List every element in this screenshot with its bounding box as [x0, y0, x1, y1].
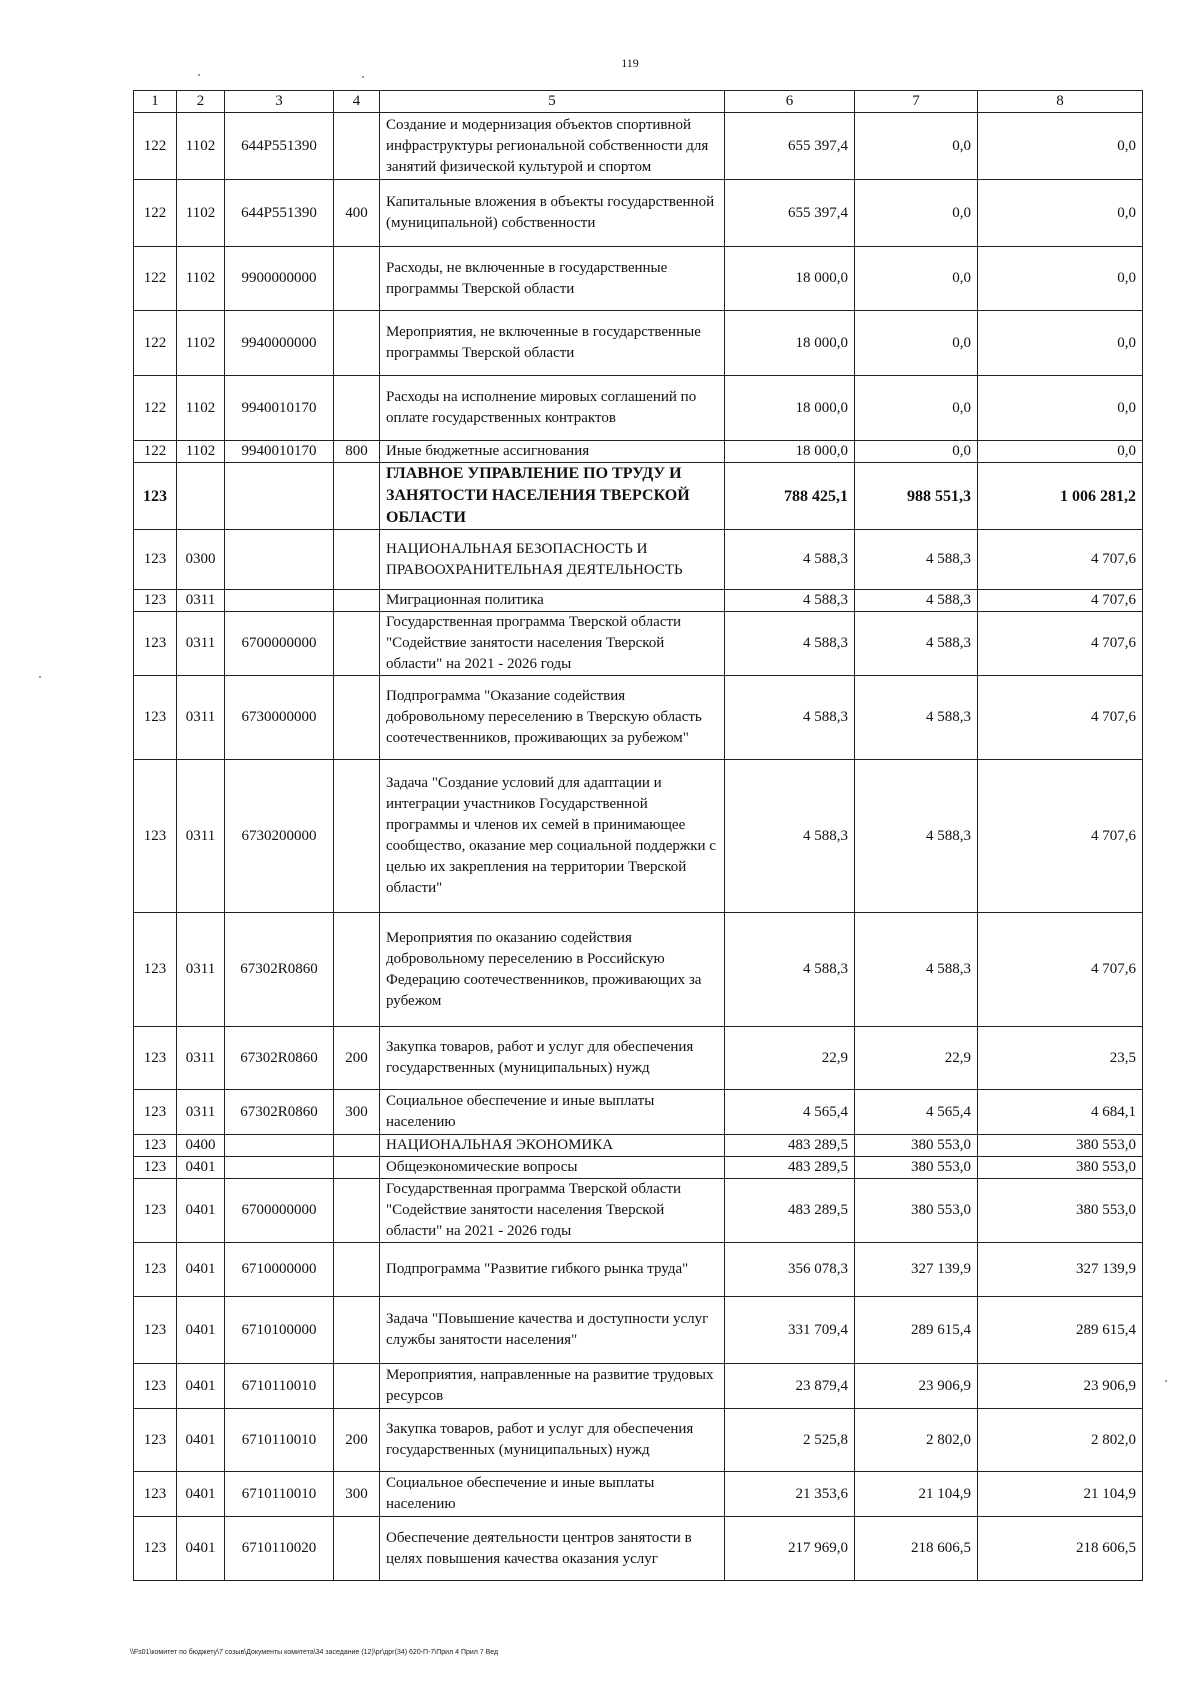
cell-c1: 123 — [134, 1472, 177, 1517]
cell-c8: 327 139,9 — [978, 1243, 1143, 1297]
column-header: 2 — [177, 91, 225, 113]
cell-c7: 380 553,0 — [855, 1179, 978, 1243]
cell-c2: 0311 — [177, 1027, 225, 1090]
scan-speck — [198, 74, 200, 76]
cell-c6: 483 289,5 — [725, 1157, 855, 1179]
page-number: 119 — [621, 56, 639, 70]
cell-c8: 380 553,0 — [978, 1135, 1143, 1157]
table-row — [134, 311, 1143, 376]
cell-c5: ГЛАВНОЕ УПРАВЛЕНИЕ ПО ТРУДУ И ЗАНЯТОСТИ НАСЕЛЕНИЯ ТВЕРСКОЙ ОБЛАСТИ — [380, 463, 725, 530]
cell-c8: 380 553,0 — [978, 1179, 1143, 1243]
cell-c3: 6710110010 — [225, 1409, 334, 1472]
cell-c4 — [334, 676, 380, 760]
cell-c4 — [334, 1179, 380, 1243]
table-row — [134, 1517, 1143, 1581]
cell-c4 — [334, 760, 380, 913]
cell-c1: 123 — [134, 1243, 177, 1297]
cell-c6: 2 525,8 — [725, 1409, 855, 1472]
cell-c3: 6710110010 — [225, 1364, 334, 1409]
table-row — [134, 1090, 1143, 1135]
cell-c8: 1 006 281,2 — [978, 463, 1143, 530]
cell-c7: 0,0 — [855, 113, 978, 180]
cell-c5: Расходы на исполнение мировых соглашений по оплате государственных контрактов — [380, 376, 725, 441]
cell-c5: Государственная программа Тверской области "Содействие занятости населения Тверской области" на 2021 - 2026 годы — [380, 612, 725, 676]
cell-c3: 6710110020 — [225, 1517, 334, 1581]
cell-c3: 67302R0860 — [225, 1027, 334, 1090]
cell-c1: 123 — [134, 1179, 177, 1243]
cell-c5: Капитальные вложения в объекты государственной (муниципальной) собственности — [380, 180, 725, 247]
cell-c2: 0311 — [177, 760, 225, 913]
cell-c4: 300 — [334, 1472, 380, 1517]
cell-c6: 18 000,0 — [725, 247, 855, 311]
cell-c3: 6710100000 — [225, 1297, 334, 1364]
cell-c6: 788 425,1 — [725, 463, 855, 530]
cell-c6: 4 588,3 — [725, 676, 855, 760]
cell-c1: 122 — [134, 376, 177, 441]
table-row — [134, 1027, 1143, 1090]
cell-c4 — [334, 1135, 380, 1157]
cell-c3: 6700000000 — [225, 1179, 334, 1243]
cell-c4 — [334, 1364, 380, 1409]
cell-c8: 4 707,6 — [978, 760, 1143, 913]
cell-c5: Мероприятия по оказанию содействия добровольному переселению в Российскую Федерацию соотечественников, проживающих за рубежом — [380, 913, 725, 1027]
cell-c1: 123 — [134, 612, 177, 676]
cell-c1: 123 — [134, 913, 177, 1027]
cell-c4: 200 — [334, 1409, 380, 1472]
cell-c2: 1102 — [177, 113, 225, 180]
cell-c4 — [334, 1157, 380, 1179]
cell-c7: 988 551,3 — [855, 463, 978, 530]
cell-c4 — [334, 530, 380, 590]
cell-c6: 18 000,0 — [725, 441, 855, 463]
cell-c3: 6730200000 — [225, 760, 334, 913]
table-row — [134, 760, 1143, 913]
column-header: 6 — [725, 91, 855, 113]
table-row — [134, 1409, 1143, 1472]
cell-c7: 4 588,3 — [855, 913, 978, 1027]
table-row — [134, 530, 1143, 590]
cell-c5: Закупка товаров, работ и услуг для обеспечения государственных (муниципальных) нужд — [380, 1409, 725, 1472]
cell-c7: 0,0 — [855, 441, 978, 463]
cell-c4: 800 — [334, 441, 380, 463]
cell-c4 — [334, 1243, 380, 1297]
column-header: 8 — [978, 91, 1143, 113]
cell-c2: 0311 — [177, 612, 225, 676]
cell-c6: 331 709,4 — [725, 1297, 855, 1364]
cell-c5: Социальное обеспечение и иные выплаты населению — [380, 1472, 725, 1517]
cell-c2: 0300 — [177, 530, 225, 590]
cell-c5: Задача "Повышение качества и доступности услуг службы занятости населения" — [380, 1297, 725, 1364]
cell-c4 — [334, 1517, 380, 1581]
cell-c1: 122 — [134, 311, 177, 376]
cell-c3 — [225, 590, 334, 612]
column-header: 5 — [380, 91, 725, 113]
cell-c3 — [225, 530, 334, 590]
cell-c2: 0311 — [177, 1090, 225, 1135]
cell-c8: 21 104,9 — [978, 1472, 1143, 1517]
cell-c7: 0,0 — [855, 376, 978, 441]
cell-c2: 0311 — [177, 590, 225, 612]
cell-c6: 18 000,0 — [725, 311, 855, 376]
cell-c8: 0,0 — [978, 247, 1143, 311]
cell-c6: 655 397,4 — [725, 113, 855, 180]
cell-c7: 4 588,3 — [855, 676, 978, 760]
cell-c7: 4 588,3 — [855, 760, 978, 913]
cell-c5: Обеспечение деятельности центров занятости в целях повышения качества оказания услуг — [380, 1517, 725, 1581]
cell-c3: 9940000000 — [225, 311, 334, 376]
cell-c1: 122 — [134, 247, 177, 311]
cell-c5: Задача "Создание условий для адаптации и интеграции участников Государственной программы и членов их семей в принимающее сообщество, оказание мер социальной поддержки с целью их закрепления на территории Тверской области" — [380, 760, 725, 913]
column-header: 7 — [855, 91, 978, 113]
cell-c6: 4 588,3 — [725, 913, 855, 1027]
cell-c1: 123 — [134, 1135, 177, 1157]
cell-c8: 4 707,6 — [978, 612, 1143, 676]
cell-c5: Мероприятия, не включенные в государственные программы Тверской области — [380, 311, 725, 376]
cell-c2: 1102 — [177, 311, 225, 376]
table-row — [134, 913, 1143, 1027]
cell-c2: 0400 — [177, 1135, 225, 1157]
table-row — [134, 590, 1143, 612]
cell-c4 — [334, 913, 380, 1027]
cell-c5: НАЦИОНАЛЬНАЯ ЭКОНОМИКА — [380, 1135, 725, 1157]
cell-c7: 4 565,4 — [855, 1090, 978, 1135]
cell-c5: Расходы, не включенные в государственные программы Тверской области — [380, 247, 725, 311]
cell-c2: 1102 — [177, 441, 225, 463]
cell-c6: 356 078,3 — [725, 1243, 855, 1297]
cell-c4 — [334, 311, 380, 376]
cell-c2: 0401 — [177, 1179, 225, 1243]
cell-c7: 2 802,0 — [855, 1409, 978, 1472]
cell-c7: 23 906,9 — [855, 1364, 978, 1409]
cell-c1: 123 — [134, 760, 177, 913]
cell-c6: 4 588,3 — [725, 760, 855, 913]
cell-c2: 0311 — [177, 913, 225, 1027]
table-row — [134, 441, 1143, 463]
cell-c4 — [334, 376, 380, 441]
cell-c3 — [225, 463, 334, 530]
cell-c4: 400 — [334, 180, 380, 247]
table-row — [134, 247, 1143, 311]
cell-c6: 4 588,3 — [725, 590, 855, 612]
cell-c6: 18 000,0 — [725, 376, 855, 441]
cell-c5: Закупка товаров, работ и услуг для обеспечения государственных (муниципальных) нужд — [380, 1027, 725, 1090]
table-row — [134, 1364, 1143, 1409]
cell-c7: 327 139,9 — [855, 1243, 978, 1297]
cell-c5: Социальное обеспечение и иные выплаты населению — [380, 1090, 725, 1135]
cell-c6: 22,9 — [725, 1027, 855, 1090]
cell-c1: 122 — [134, 441, 177, 463]
cell-c5: Иные бюджетные ассигнования — [380, 441, 725, 463]
cell-c8: 23,5 — [978, 1027, 1143, 1090]
cell-c8: 289 615,4 — [978, 1297, 1143, 1364]
cell-c2: 1102 — [177, 376, 225, 441]
cell-c5: Создание и модернизация объектов спортивной инфраструктуры региональной собственности для занятий физической культурой и спортом — [380, 113, 725, 180]
cell-c7: 22,9 — [855, 1027, 978, 1090]
cell-c1: 122 — [134, 180, 177, 247]
cell-c6: 217 969,0 — [725, 1517, 855, 1581]
cell-c3 — [225, 1157, 334, 1179]
cell-c7: 21 104,9 — [855, 1472, 978, 1517]
cell-c8: 4 707,6 — [978, 676, 1143, 760]
cell-c5: Подпрограмма "Развитие гибкого рынка труда" — [380, 1243, 725, 1297]
table-header-row — [134, 91, 1143, 113]
cell-c7: 0,0 — [855, 180, 978, 247]
budget-table — [133, 90, 1143, 1581]
cell-c7: 4 588,3 — [855, 590, 978, 612]
cell-c8: 0,0 — [978, 113, 1143, 180]
column-header: 4 — [334, 91, 380, 113]
cell-c4 — [334, 463, 380, 530]
table-row — [134, 463, 1143, 530]
table-row — [134, 180, 1143, 247]
cell-c7: 0,0 — [855, 247, 978, 311]
table-row — [134, 612, 1143, 676]
cell-c5: Подпрограмма "Оказание содействия добровольному переселению в Тверскую область соотечественников, проживающих за рубежом" — [380, 676, 725, 760]
cell-c6: 483 289,5 — [725, 1135, 855, 1157]
cell-c8: 0,0 — [978, 180, 1143, 247]
cell-c3: 6700000000 — [225, 612, 334, 676]
file-path-footer: \\Fs01\комитет по бюджету\7 созыв\Документы комитета\34 заседание (12)\рг\дрг(34) 620-П-7\Прил 4 Прил 7 Вед — [130, 1649, 499, 1656]
table-row — [134, 1243, 1143, 1297]
cell-c2: 0401 — [177, 1297, 225, 1364]
cell-c3: 67302R0860 — [225, 913, 334, 1027]
cell-c2: 0311 — [177, 676, 225, 760]
cell-c6: 483 289,5 — [725, 1179, 855, 1243]
cell-c2: 0401 — [177, 1364, 225, 1409]
scan-speck — [1165, 1380, 1167, 1382]
cell-c3: 9940010170 — [225, 441, 334, 463]
cell-c8: 380 553,0 — [978, 1157, 1143, 1179]
column-header: 1 — [134, 91, 177, 113]
table-row — [134, 676, 1143, 760]
cell-c4 — [334, 247, 380, 311]
cell-c4 — [334, 590, 380, 612]
cell-c1: 123 — [134, 590, 177, 612]
cell-c1: 123 — [134, 676, 177, 760]
cell-c3: 9940010170 — [225, 376, 334, 441]
table-row — [134, 1135, 1143, 1157]
cell-c6: 4 588,3 — [725, 612, 855, 676]
cell-c1: 123 — [134, 530, 177, 590]
cell-c6: 655 397,4 — [725, 180, 855, 247]
cell-c6: 23 879,4 — [725, 1364, 855, 1409]
table-row — [134, 1179, 1143, 1243]
cell-c2: 0401 — [177, 1517, 225, 1581]
cell-c3: 644P551390 — [225, 180, 334, 247]
cell-c2: 0401 — [177, 1243, 225, 1297]
cell-c1: 123 — [134, 1297, 177, 1364]
cell-c3: 67302R0860 — [225, 1090, 334, 1135]
column-header: 3 — [225, 91, 334, 113]
cell-c5: Миграционная политика — [380, 590, 725, 612]
cell-c8: 23 906,9 — [978, 1364, 1143, 1409]
cell-c3: 9900000000 — [225, 247, 334, 311]
cell-c5: Общеэкономические вопросы — [380, 1157, 725, 1179]
cell-c1: 123 — [134, 1409, 177, 1472]
cell-c7: 289 615,4 — [855, 1297, 978, 1364]
cell-c2: 0401 — [177, 1409, 225, 1472]
cell-c1: 123 — [134, 1157, 177, 1179]
cell-c4: 200 — [334, 1027, 380, 1090]
cell-c4 — [334, 1297, 380, 1364]
cell-c2: 1102 — [177, 247, 225, 311]
cell-c2: 0401 — [177, 1472, 225, 1517]
cell-c8: 218 606,5 — [978, 1517, 1143, 1581]
cell-c7: 4 588,3 — [855, 530, 978, 590]
cell-c3: 6730000000 — [225, 676, 334, 760]
cell-c1: 123 — [134, 1027, 177, 1090]
cell-c8: 4 707,6 — [978, 913, 1143, 1027]
cell-c8: 2 802,0 — [978, 1409, 1143, 1472]
cell-c4 — [334, 113, 380, 180]
table-row — [134, 113, 1143, 180]
cell-c7: 4 588,3 — [855, 612, 978, 676]
table-row — [134, 1157, 1143, 1179]
cell-c8: 4 707,6 — [978, 590, 1143, 612]
cell-c8: 0,0 — [978, 441, 1143, 463]
cell-c8: 0,0 — [978, 376, 1143, 441]
scan-speck — [362, 76, 364, 78]
cell-c3: 6710110010 — [225, 1472, 334, 1517]
cell-c2 — [177, 463, 225, 530]
cell-c5: НАЦИОНАЛЬНАЯ БЕЗОПАСНОСТЬ И ПРАВООХРАНИТЕЛЬНАЯ ДЕЯТЕЛЬНОСТЬ — [380, 530, 725, 590]
cell-c1: 123 — [134, 1364, 177, 1409]
cell-c3: 6710000000 — [225, 1243, 334, 1297]
cell-c6: 21 353,6 — [725, 1472, 855, 1517]
table-row — [134, 1472, 1143, 1517]
cell-c7: 218 606,5 — [855, 1517, 978, 1581]
cell-c5: Мероприятия, направленные на развитие трудовых ресурсов — [380, 1364, 725, 1409]
cell-c8: 4 684,1 — [978, 1090, 1143, 1135]
cell-c3 — [225, 1135, 334, 1157]
table-row — [134, 1297, 1143, 1364]
cell-c8: 4 707,6 — [978, 530, 1143, 590]
cell-c3: 644P551390 — [225, 113, 334, 180]
cell-c6: 4 588,3 — [725, 530, 855, 590]
cell-c2: 0401 — [177, 1157, 225, 1179]
cell-c1: 123 — [134, 1517, 177, 1581]
cell-c2: 1102 — [177, 180, 225, 247]
cell-c1: 123 — [134, 463, 177, 530]
cell-c7: 380 553,0 — [855, 1157, 978, 1179]
cell-c7: 0,0 — [855, 311, 978, 376]
cell-c1: 123 — [134, 1090, 177, 1135]
cell-c4 — [334, 612, 380, 676]
scan-speck — [39, 676, 41, 678]
cell-c6: 4 565,4 — [725, 1090, 855, 1135]
table-row — [134, 376, 1143, 441]
cell-c4: 300 — [334, 1090, 380, 1135]
cell-c5: Государственная программа Тверской области "Содействие занятости населения Тверской области" на 2021 - 2026 годы — [380, 1179, 725, 1243]
cell-c1: 122 — [134, 113, 177, 180]
cell-c7: 380 553,0 — [855, 1135, 978, 1157]
cell-c8: 0,0 — [978, 311, 1143, 376]
